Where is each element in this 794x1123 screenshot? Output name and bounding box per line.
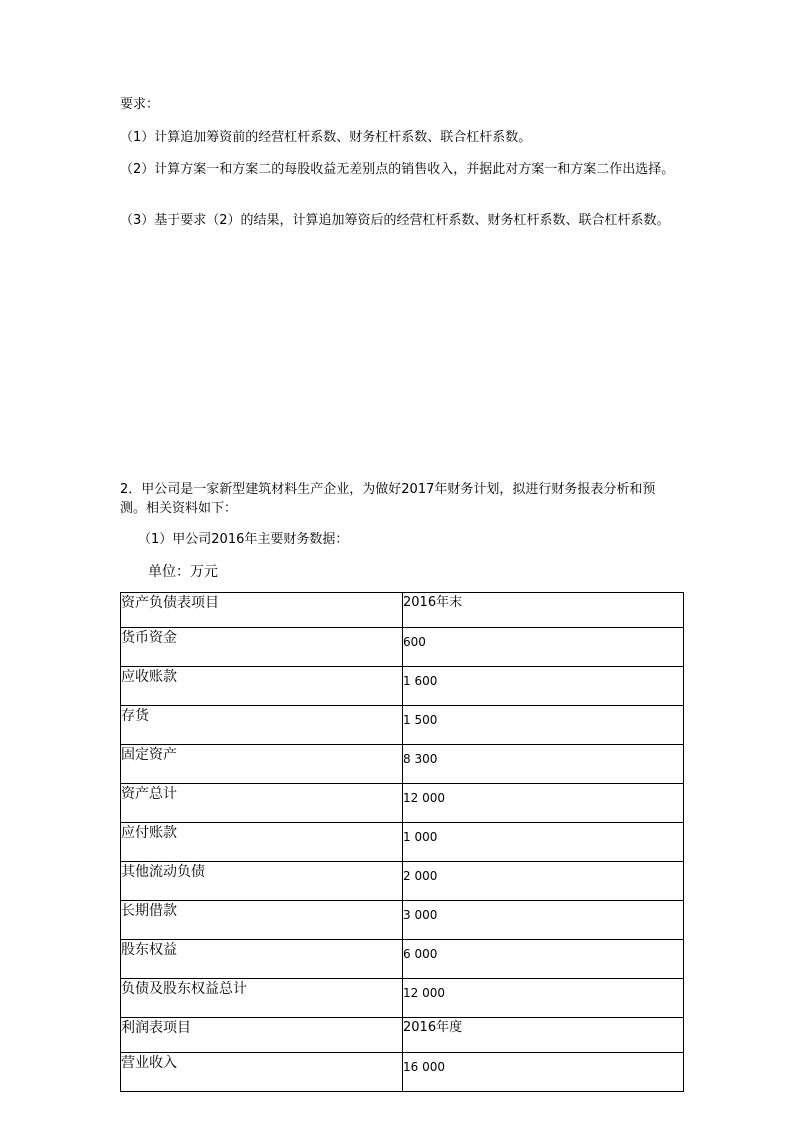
financial-data-table — [120, 592, 684, 1092]
table-row — [121, 823, 684, 862]
table-cell-item: 固定资产 — [121, 745, 403, 784]
requirement-3: （3）基于要求（2）的结果，计算追加筹资后的经营杠杆系数、财务杠杆系数、联合杠杆系数。 — [120, 213, 670, 228]
table-row — [121, 706, 684, 745]
table-cell-value: 1 500 — [403, 706, 684, 745]
table-cell-item: 存货 — [121, 706, 403, 745]
table-cell-item: 其他流动负债 — [121, 862, 403, 901]
table-cell-value: 2 000 — [403, 862, 684, 901]
table-cell-value: 2016年度 — [403, 1018, 684, 1053]
table-cell-value: 8 300 — [403, 745, 684, 784]
table-row — [121, 593, 684, 628]
table-cell-value: 600 — [403, 628, 684, 667]
table-cell-value: 12 000 — [403, 784, 684, 823]
table-cell-item: 货币资金 — [121, 628, 403, 667]
table-row — [121, 784, 684, 823]
table-row — [121, 979, 684, 1018]
table-row — [121, 862, 684, 901]
table-row — [121, 1018, 684, 1053]
table-cell-item: 利润表项目 — [121, 1018, 403, 1053]
table-row — [121, 1053, 684, 1092]
table-row — [121, 901, 684, 940]
table-cell-value: 1 000 — [403, 823, 684, 862]
financial-data-intro: （1）甲公司2016年主要财务数据： — [138, 532, 349, 547]
table-row — [121, 628, 684, 667]
table-cell-item: 资产总计 — [121, 784, 403, 823]
table-cell-value: 12 000 — [403, 979, 684, 1018]
table-cell-value: 1 600 — [403, 667, 684, 706]
table-cell-item: 应收账款 — [121, 667, 403, 706]
table-cell-value: 16 000 — [403, 1053, 684, 1092]
table-cell-value: 2016年末 — [403, 593, 684, 628]
table-row — [121, 940, 684, 979]
table-cell-item: 负债及股东权益总计 — [121, 979, 403, 1018]
question-2-intro: 2．甲公司是一家新型建筑材料生产企业，为做好2017年财务计划，拟进行财务报表分析和预测。相关资料如下： — [120, 482, 656, 516]
table-cell-value: 3 000 — [403, 901, 684, 940]
table-cell-value: 6 000 — [403, 940, 684, 979]
requirement-2: （2）计算方案一和方案二的每股收益无差别点的销售收入，并据此对方案一和方案二作出选择。 — [120, 162, 675, 177]
table-cell-item: 营业收入 — [121, 1053, 403, 1092]
table-cell-item: 应付账款 — [121, 823, 403, 862]
unit-label: 单位：万元 — [148, 564, 218, 580]
table-cell-item: 长期借款 — [121, 901, 403, 940]
table-row — [121, 667, 684, 706]
table-row — [121, 745, 684, 784]
table-cell-item: 资产负债表项目 — [121, 593, 403, 628]
table-cell-item: 股东权益 — [121, 940, 403, 979]
requirement-1: （1）计算追加筹资前的经营杠杆系数、财务杠杆系数、联合杠杆系数。 — [120, 130, 532, 145]
requirements-heading: 要求： — [120, 97, 160, 112]
